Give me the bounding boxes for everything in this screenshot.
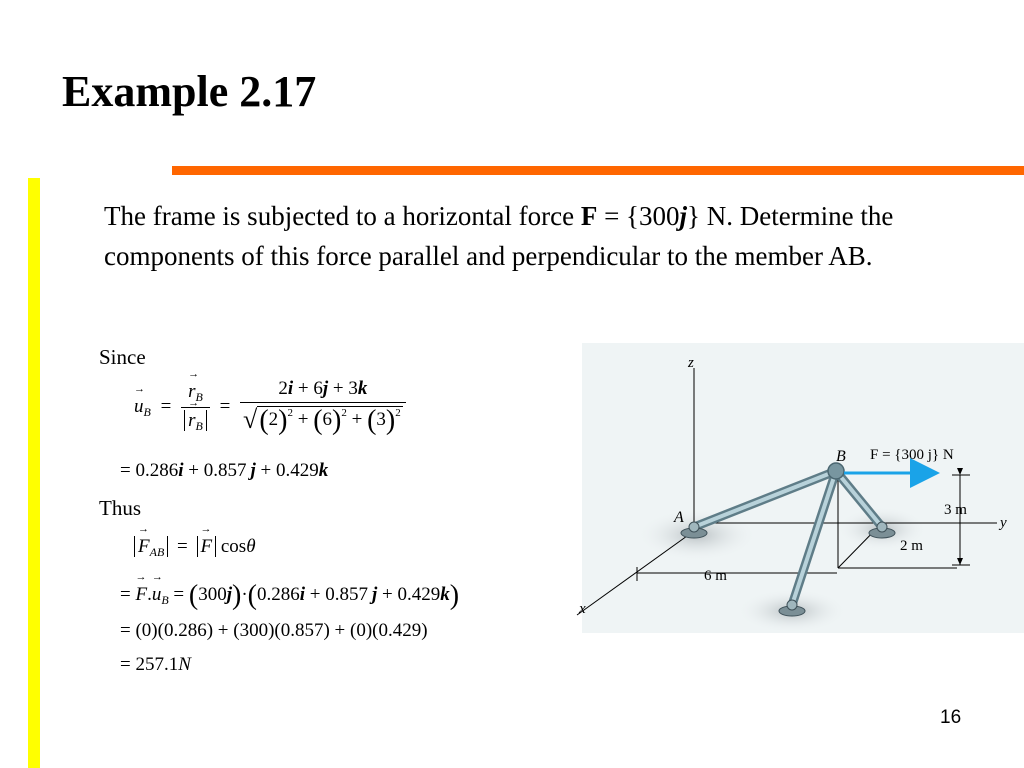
orange-divider bbox=[172, 166, 1024, 175]
dim-2m-label: 2 m bbox=[900, 538, 923, 554]
problem-statement: The frame is subjected to a horizontal force F = {300j} N. Determine the components of this force parallel and perpendicular to the member AB. bbox=[104, 201, 894, 271]
dim-3m-label: 3 m bbox=[944, 502, 967, 518]
x-axis-label: x bbox=[579, 601, 586, 617]
thus-label: Thus bbox=[99, 496, 141, 520]
point-b-label: B bbox=[836, 448, 846, 465]
frame-diagram bbox=[579, 343, 1024, 633]
since-label: Since bbox=[99, 345, 146, 369]
y-axis-label: y bbox=[1000, 515, 1007, 531]
slide-title: Example 2.17 bbox=[62, 67, 317, 116]
unit-vector-equation: → $u_B$ = → $r_B$ → $r_B$ = $\frac{2i + 6j + 3k}{√(2)^2 + (6)^2 + (3)^2}$ bbox=[134, 378, 406, 437]
result-line: = 257.1N bbox=[120, 654, 191, 675]
dot-product-line: = → $F.\to u_B = (300j)\cdot(0.286i + 0.857$ j + 0.429k) bbox=[120, 580, 459, 612]
parallel-component-definition: → $F_{AB}$ = → F cosθ bbox=[134, 536, 256, 560]
expanded-product-line: = (0)(0.286) + (300)(0.857) + (0)(0.429) bbox=[120, 620, 428, 641]
page-number: 16 bbox=[940, 707, 962, 728]
rb-fraction: → $r_B$ → $r_B$ bbox=[181, 381, 210, 434]
force-label: F = {300 j} N bbox=[870, 447, 954, 463]
point-a-label: A bbox=[674, 509, 684, 526]
components-fraction: $\frac{2i + 6j + 3k}{√(2)^2 + (6)^2 + (3)^2}$ bbox=[240, 378, 406, 437]
z-axis-label: z bbox=[688, 355, 694, 371]
frame-figure bbox=[579, 343, 1024, 633]
joint-b bbox=[828, 463, 844, 479]
yellow-sidebar-bar bbox=[28, 178, 40, 768]
dim-6m-label: 6 m bbox=[704, 568, 727, 584]
unit-vector-components: = 0.286i + 0.857 j + 0.429k bbox=[120, 460, 329, 481]
